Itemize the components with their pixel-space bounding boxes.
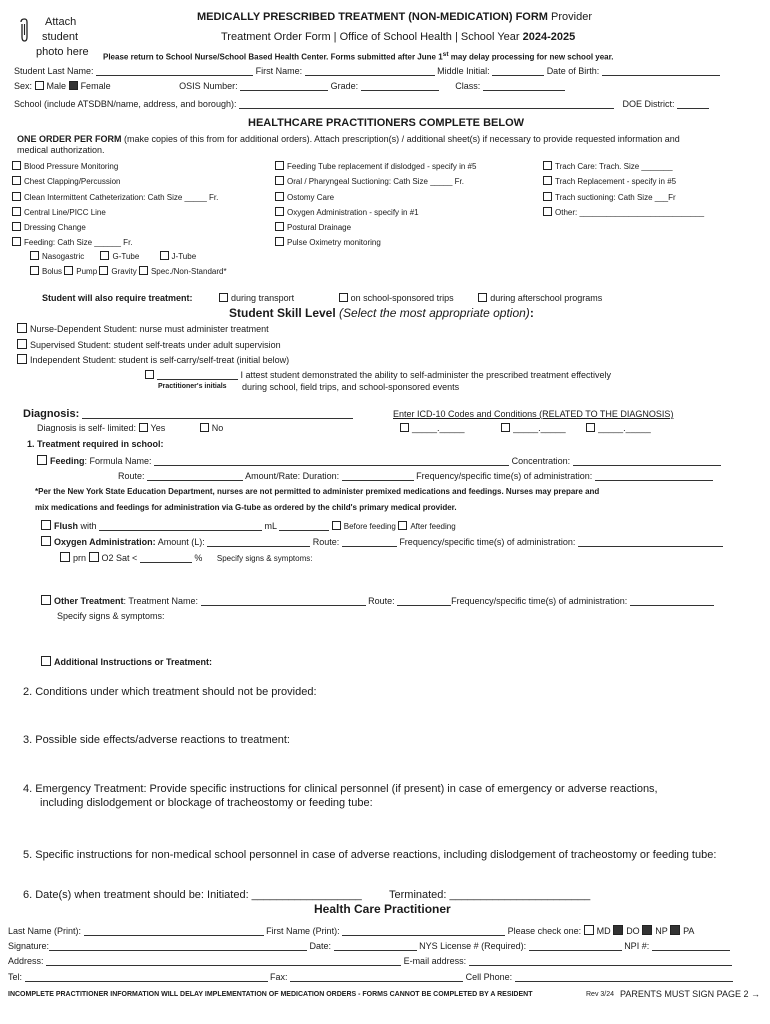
hcp-header: HEALTHCARE PRACTITIONERS COMPLETE BELOW [248, 117, 525, 129]
practitioner-title: Health Care Practitioner [314, 902, 451, 916]
section-6-terminated: Terminated: _______________________ [389, 889, 591, 901]
one-order-note-2: medical authorization. [17, 145, 105, 155]
icd-checkbox-3[interactable] [586, 423, 595, 432]
treatment-option[interactable]: Postural Drainage [275, 220, 476, 235]
footer-parents: PARENTS MUST SIGN PAGE 2 → [620, 989, 761, 999]
bolus-checkbox[interactable] [30, 266, 39, 275]
treatment-option[interactable]: Feeding Tube replacement if dislodged - specify in #5 [275, 159, 476, 174]
o2sat-field[interactable] [140, 553, 192, 563]
treatment-option[interactable]: Trach Replacement - specify in #5 [543, 174, 704, 189]
j-tube-checkbox[interactable] [160, 251, 169, 260]
treatment-option[interactable]: Pulse Oximetry monitoring [275, 235, 476, 250]
email-field[interactable] [469, 956, 732, 966]
footer-rev: Rev 3/24 [586, 991, 615, 998]
flush-checkbox[interactable] [41, 520, 51, 530]
phone-row: Tel: Fax: Cell Phone: [8, 972, 733, 982]
oxygen-row: Oxygen Administration: Amount (L): Route: Frequency/specific time(s) of administration: [41, 536, 723, 547]
skill-options [17, 322, 289, 369]
section-5: 5. Specific instructions for non-medical school personnel in case of adverse reactions, including dislodgement of tracheostomy or feeding tube: [23, 849, 717, 861]
treatment-option[interactable]: Feeding: Cath Size ______ Fr. [12, 235, 218, 250]
other-treatment-checkbox[interactable] [41, 595, 51, 605]
school-row: School (include ATSDBN/name, address, and borough): DOE District: [14, 99, 709, 109]
icd-header: Enter ICD-10 Codes and Conditions (RELATED TO THE DIAGNOSIS) [393, 409, 674, 419]
nys-note-1: *Per the New York State Education Department, nurses are not permitted to administer premixed medications and feedings. Nurses may prepare and [35, 487, 600, 496]
np-checkbox[interactable] [642, 925, 652, 935]
do-checkbox[interactable] [613, 925, 623, 935]
attest-row-2: during school, field trips, and school-sponsored events [242, 382, 460, 392]
doe-district-field[interactable] [677, 99, 709, 109]
treatment-col-1 [12, 159, 218, 251]
treatment-option[interactable]: Trach Care: Trach. Size _______ [543, 159, 704, 174]
flush-ml-field[interactable] [279, 521, 329, 531]
oxygen-amount-field[interactable] [207, 537, 310, 547]
additional-checkbox[interactable] [41, 656, 51, 666]
section-4: 4. Emergency Treatment: Provide specific instructions for clinical personnel (if present) in case of emergency or adverse reactions, [23, 783, 658, 795]
tel-field[interactable] [25, 972, 268, 982]
feeding-method-row: Bolus Pump Gravity Spec./Non-Standard* [30, 266, 227, 276]
section-4-line-2: including dislodgement or blockage of tracheostomy or feeding tube: [40, 797, 373, 809]
sex-osis-row: Sex: Male Female OSIS Number: Grade: Class: [14, 81, 565, 91]
practitioner-name-row: Last Name (Print): First Name (Print): Please check one: MD DO NP PA [8, 926, 695, 936]
treatment-col-3 [543, 159, 704, 220]
section-3: 3. Possible side effects/adverse reactions to treatment: [23, 734, 290, 746]
o2sat-checkbox[interactable] [89, 552, 99, 562]
treatment-option[interactable]: Dressing Change [12, 220, 218, 235]
treatment-option[interactable]: Chest Clapping/Percussion [12, 174, 218, 189]
concentration-field[interactable] [573, 456, 721, 466]
skill-option-supervised[interactable]: Supervised Student: student self-treats under adult supervision [17, 338, 289, 354]
section-2: 2. Conditions under which treatment should not be provided: [23, 686, 317, 698]
oxygen-checkbox[interactable] [41, 536, 51, 546]
flush-with-field[interactable] [99, 521, 262, 531]
practitioner-first-name-field[interactable] [342, 926, 505, 936]
attest-checkbox[interactable] [145, 370, 154, 379]
treatment-option[interactable]: Blood Pressure Monitoring [12, 159, 218, 174]
student-first-name-field[interactable] [305, 66, 435, 76]
footer-warning: INCOMPLETE PRACTITIONER INFORMATION WILL DELAY IMPLEMENTATION OF MEDICATION ORDERS - FORMS CANNOT BE COMPLETED BY A RESIDENT [8, 991, 533, 998]
school-field[interactable] [239, 99, 614, 109]
feeding-route-field[interactable] [147, 471, 243, 481]
self-limited-yes-checkbox[interactable] [139, 423, 148, 432]
feeding-checkbox[interactable] [37, 455, 47, 465]
attach-label-2: student [42, 31, 79, 43]
paperclip-icon [18, 18, 31, 44]
fax-field[interactable] [290, 972, 463, 982]
pump-checkbox[interactable] [64, 266, 73, 275]
student-last-name-field[interactable] [96, 66, 253, 76]
diagnosis-field[interactable] [82, 409, 353, 419]
formula-name-field[interactable] [154, 456, 509, 466]
treatment-option[interactable]: Central Line/PICC Line [12, 205, 218, 220]
middle-initial-field[interactable] [492, 66, 544, 76]
grade-field[interactable] [361, 81, 439, 91]
address-field[interactable] [46, 956, 401, 966]
oxygen-frequency-field[interactable] [578, 537, 723, 547]
feeding-type-row: Nasogastric G-Tube J-Tube [30, 251, 196, 261]
treatment-option[interactable]: Oral / Pharyngeal Suctioning: Cath Size _____ Fr. [275, 174, 476, 189]
signature-row: Signature: Date: NYS License # (Required): NPI #: [8, 941, 730, 951]
return-note: Please return to School Nurse/School Based Health Center. Forms submitted after June 1st may delay processing for new school year. [103, 51, 614, 62]
prn-checkbox[interactable] [60, 552, 70, 562]
spec-checkbox[interactable] [139, 266, 148, 275]
student-last-name-row: Student Last Name: First Name: Middle Initial: Date of Birth: [14, 66, 720, 76]
nys-license-field[interactable] [529, 941, 622, 951]
section-1-heading: 1. Treatment required in school: [27, 439, 164, 449]
other-route-field[interactable] [397, 596, 451, 606]
signature-field[interactable] [49, 941, 307, 951]
skill-option-independent[interactable]: Independent Student: student is self-carry/self-treat (initial below) [17, 353, 289, 369]
class-field[interactable] [483, 81, 565, 91]
osis-field[interactable] [240, 81, 328, 91]
npi-field[interactable] [652, 941, 730, 951]
attach-label-3: photo here [36, 46, 89, 58]
date-field[interactable] [334, 941, 417, 951]
prn-row: prn O2 Sat < % Specify signs & symptoms: [60, 552, 312, 563]
other-frequency-field[interactable] [630, 596, 714, 606]
treatment-option[interactable]: Trach suctioning: Cath Size ___Fr [543, 190, 704, 205]
address-row: Address: E-mail address: [8, 956, 732, 966]
treatment-option[interactable]: Ostomy Care [275, 190, 476, 205]
treatment-option[interactable]: Other: ____________________________ [543, 205, 704, 220]
other-signs: Specify signs & symptoms: [57, 611, 165, 621]
one-order-note: ONE ORDER PER FORM (make copies of this from for additional orders). Attach prescription(s) / additional sheet(s) if necessary to provide requested information and [17, 134, 680, 144]
skill-level-title: Student Skill Level (Select the most appropriate option): [229, 306, 534, 320]
female-checkbox[interactable] [69, 81, 78, 90]
also-require-row: Student will also require treatment: during transport on school-sponsored trips during afterschool programs [42, 293, 603, 303]
school-trips-checkbox[interactable] [339, 293, 348, 302]
pa-checkbox[interactable] [670, 925, 680, 935]
g-tube-checkbox[interactable] [100, 251, 109, 260]
during-transport-checkbox[interactable] [219, 293, 228, 302]
duration-field[interactable] [342, 471, 414, 481]
flush-row: Flush with mL Before feeding After feeding [41, 520, 456, 531]
oxygen-route-field[interactable] [342, 537, 397, 547]
icd-checkbox-1[interactable] [400, 423, 409, 432]
nasogastric-checkbox[interactable] [30, 251, 39, 260]
attest-row-1: I attest student demonstrated the ability to self-administer the prescribed treatment effectively [145, 370, 611, 380]
additional-row: Additional Instructions or Treatment: [41, 656, 212, 667]
treatment-col-2 [275, 159, 476, 251]
skill-option-nurse-dependent[interactable]: Nurse-Dependent Student: nurse must administer treatment [17, 322, 289, 338]
form-title: MEDICALLY PRESCRIBED TREATMENT (NON-MEDICATION) FORM Provider [197, 11, 593, 23]
other-treatment-row: Other Treatment: Treatment Name: Route: Frequency/specific time(s) of administration: [41, 595, 714, 606]
self-limited-no-checkbox[interactable] [200, 423, 209, 432]
afterschool-checkbox[interactable] [478, 293, 487, 302]
icd-codes-row: _____._____ _____._____ _____._____ [400, 423, 651, 433]
feeding-route-row: Route: Amount/Rate: Duration: Frequency/specific time(s) of administration: [118, 471, 713, 481]
diagnosis-row: Diagnosis: [23, 408, 353, 420]
form-subtitle: Treatment Order Form | Office of School Health | School Year 2024-2025 [221, 31, 576, 43]
before-feeding-checkbox[interactable] [332, 521, 341, 530]
feeding-frequency-field[interactable] [595, 471, 713, 481]
md-checkbox[interactable] [584, 925, 594, 935]
attach-label-1: Attach [45, 16, 77, 28]
section-6: 6. Date(s) when treatment should be: Initiated: __________________ [23, 889, 362, 901]
icd-checkbox-2[interactable] [501, 423, 510, 432]
male-checkbox[interactable] [35, 81, 44, 90]
cell-field[interactable] [515, 972, 733, 982]
feeding-row: Feeding: Formula Name: Concentration: [37, 455, 721, 466]
practitioner-last-name-field[interactable] [84, 926, 264, 936]
nys-note-2: mix medications and feedings for administration via G-tube as ordered by the child's primary medical provider. [35, 503, 457, 512]
practitioner-initials-field[interactable] [157, 370, 238, 380]
dob-field[interactable] [602, 66, 720, 76]
gravity-checkbox[interactable] [99, 266, 108, 275]
initials-caption: Practitioner's initials [158, 383, 227, 390]
treatment-option[interactable]: Oxygen Administration - specify in #1 [275, 205, 476, 220]
self-limited-row: Diagnosis is self- limited: Yes No [37, 423, 224, 433]
after-feeding-checkbox[interactable] [398, 521, 407, 530]
treatment-option[interactable]: Clean Intermittent Catheterization: Cath Size _____ Fr. [12, 190, 218, 205]
treatment-name-field[interactable] [201, 596, 366, 606]
